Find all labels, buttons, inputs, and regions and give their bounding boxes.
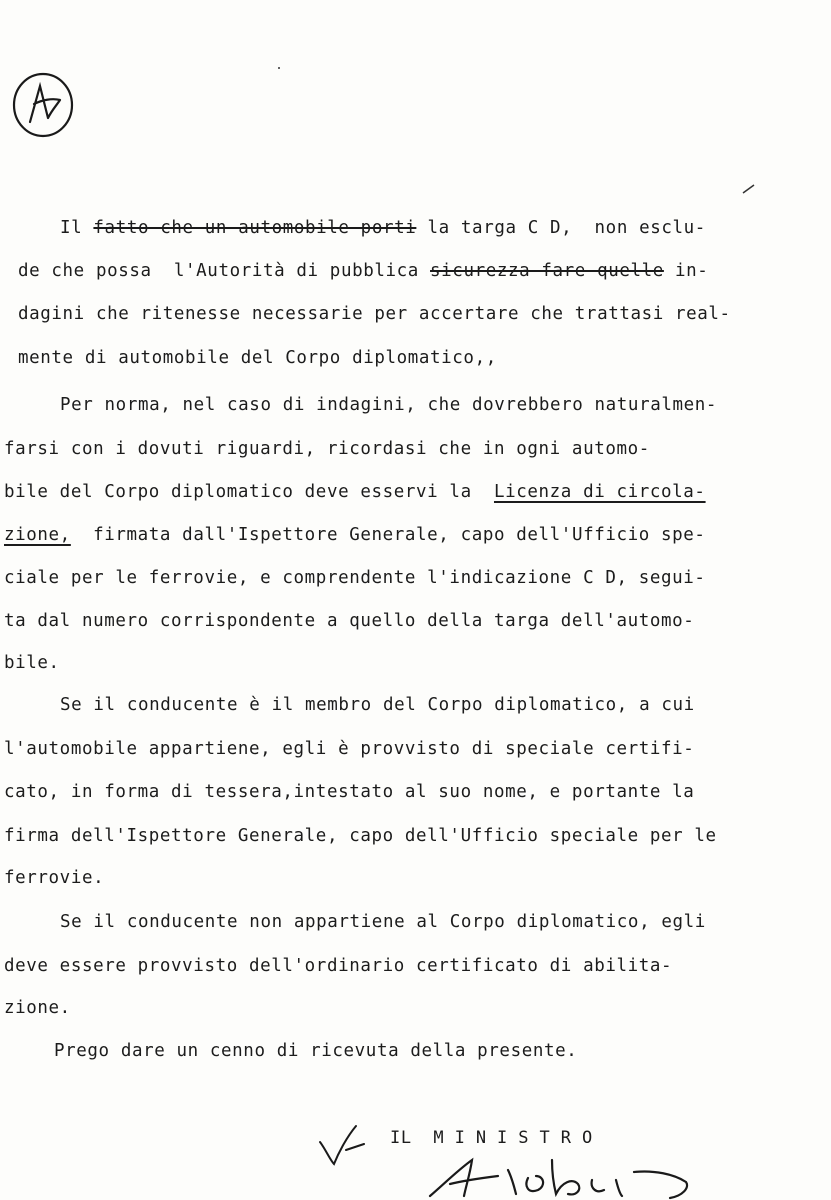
handwritten-initial-icon <box>316 1120 376 1170</box>
stray-pen-mark-icon <box>742 184 756 194</box>
signature-prefix: IL <box>390 1128 412 1148</box>
struck-text: fatto che un automobile porti <box>93 218 417 238</box>
text-segment: firmata dall'Ispettore Generale, capo dell'Ufficio spe- <box>70 525 706 545</box>
paragraph-1-line-3: dagini che ritenesse necessarie per accertare che trattasi real- <box>18 304 731 324</box>
text-segment: Il <box>60 218 94 238</box>
paragraph-1-line-4: mente di automobile del Corpo diplomatico,, <box>18 348 497 368</box>
paragraph-3-line-4: firma dell'Ispettore Generale, capo dell'Ufficio speciale per le <box>4 826 717 846</box>
paragraph-3-line-5: ferrovie. <box>4 868 105 888</box>
underlined-text: zione, <box>4 525 71 545</box>
paragraph-2-line-4 <box>4 527 706 545</box>
paragraph-2-line-5: ciale per le ferrovie, e comprendente l'indicazione C D, segui- <box>4 568 706 588</box>
paragraph-1-line-1 <box>60 220 706 238</box>
paragraph-2-line-7: bile. <box>4 653 60 673</box>
paragraph-3-line-1: Se il conducente è il membro del Corpo diplomatico, a cui <box>60 695 695 715</box>
paragraph-2-line-6: ta dal numero corrispondente a quello della targa dell'automo- <box>4 611 695 631</box>
handwritten-signature-icon <box>420 1150 720 1200</box>
text-segment: bile del Corpo diplomatico deve esservi la <box>4 482 494 502</box>
handwritten-circled-letter-icon <box>8 70 78 140</box>
text-segment: in- <box>663 261 709 281</box>
paragraph-2-line-1: Per norma, nel caso di indagini, che dovrebbero naturalmen- <box>60 395 718 415</box>
struck-text: sicurezza fare quelle <box>430 261 664 281</box>
signature-title <box>390 1128 603 1148</box>
paragraph-2-line-2: farsi con i dovuti riguardi, ricordasi che in ogni automo- <box>4 439 650 459</box>
paragraph-4-line-2: deve essere provvisto dell'ordinario certificato di abilita- <box>4 956 673 976</box>
paragraph-5-line-1: Prego dare un cenno di ricevuta della presente. <box>54 1041 578 1061</box>
paragraph-4-line-3: zione. <box>4 998 71 1018</box>
text-segment: de che possa l'Autorità di pubblica <box>18 261 431 281</box>
text-segment: la targa C D, non esclu- <box>416 218 706 238</box>
paragraph-1-line-2 <box>18 263 708 281</box>
paragraph-3-line-3: cato, in forma di tessera,intestato al suo nome, e portante la <box>4 782 695 802</box>
signature-title-text: MINISTRO <box>433 1128 604 1148</box>
stray-dot <box>278 67 280 69</box>
paragraph-3-line-2: l'automobile appartiene, egli è provvisto di speciale certifi- <box>4 739 695 759</box>
paragraph-2-line-3 <box>4 484 706 502</box>
underlined-text: Licenza di circola- <box>493 482 706 502</box>
paragraph-4-line-1: Se il conducente non appartiene al Corpo diplomatico, egli <box>60 912 706 932</box>
